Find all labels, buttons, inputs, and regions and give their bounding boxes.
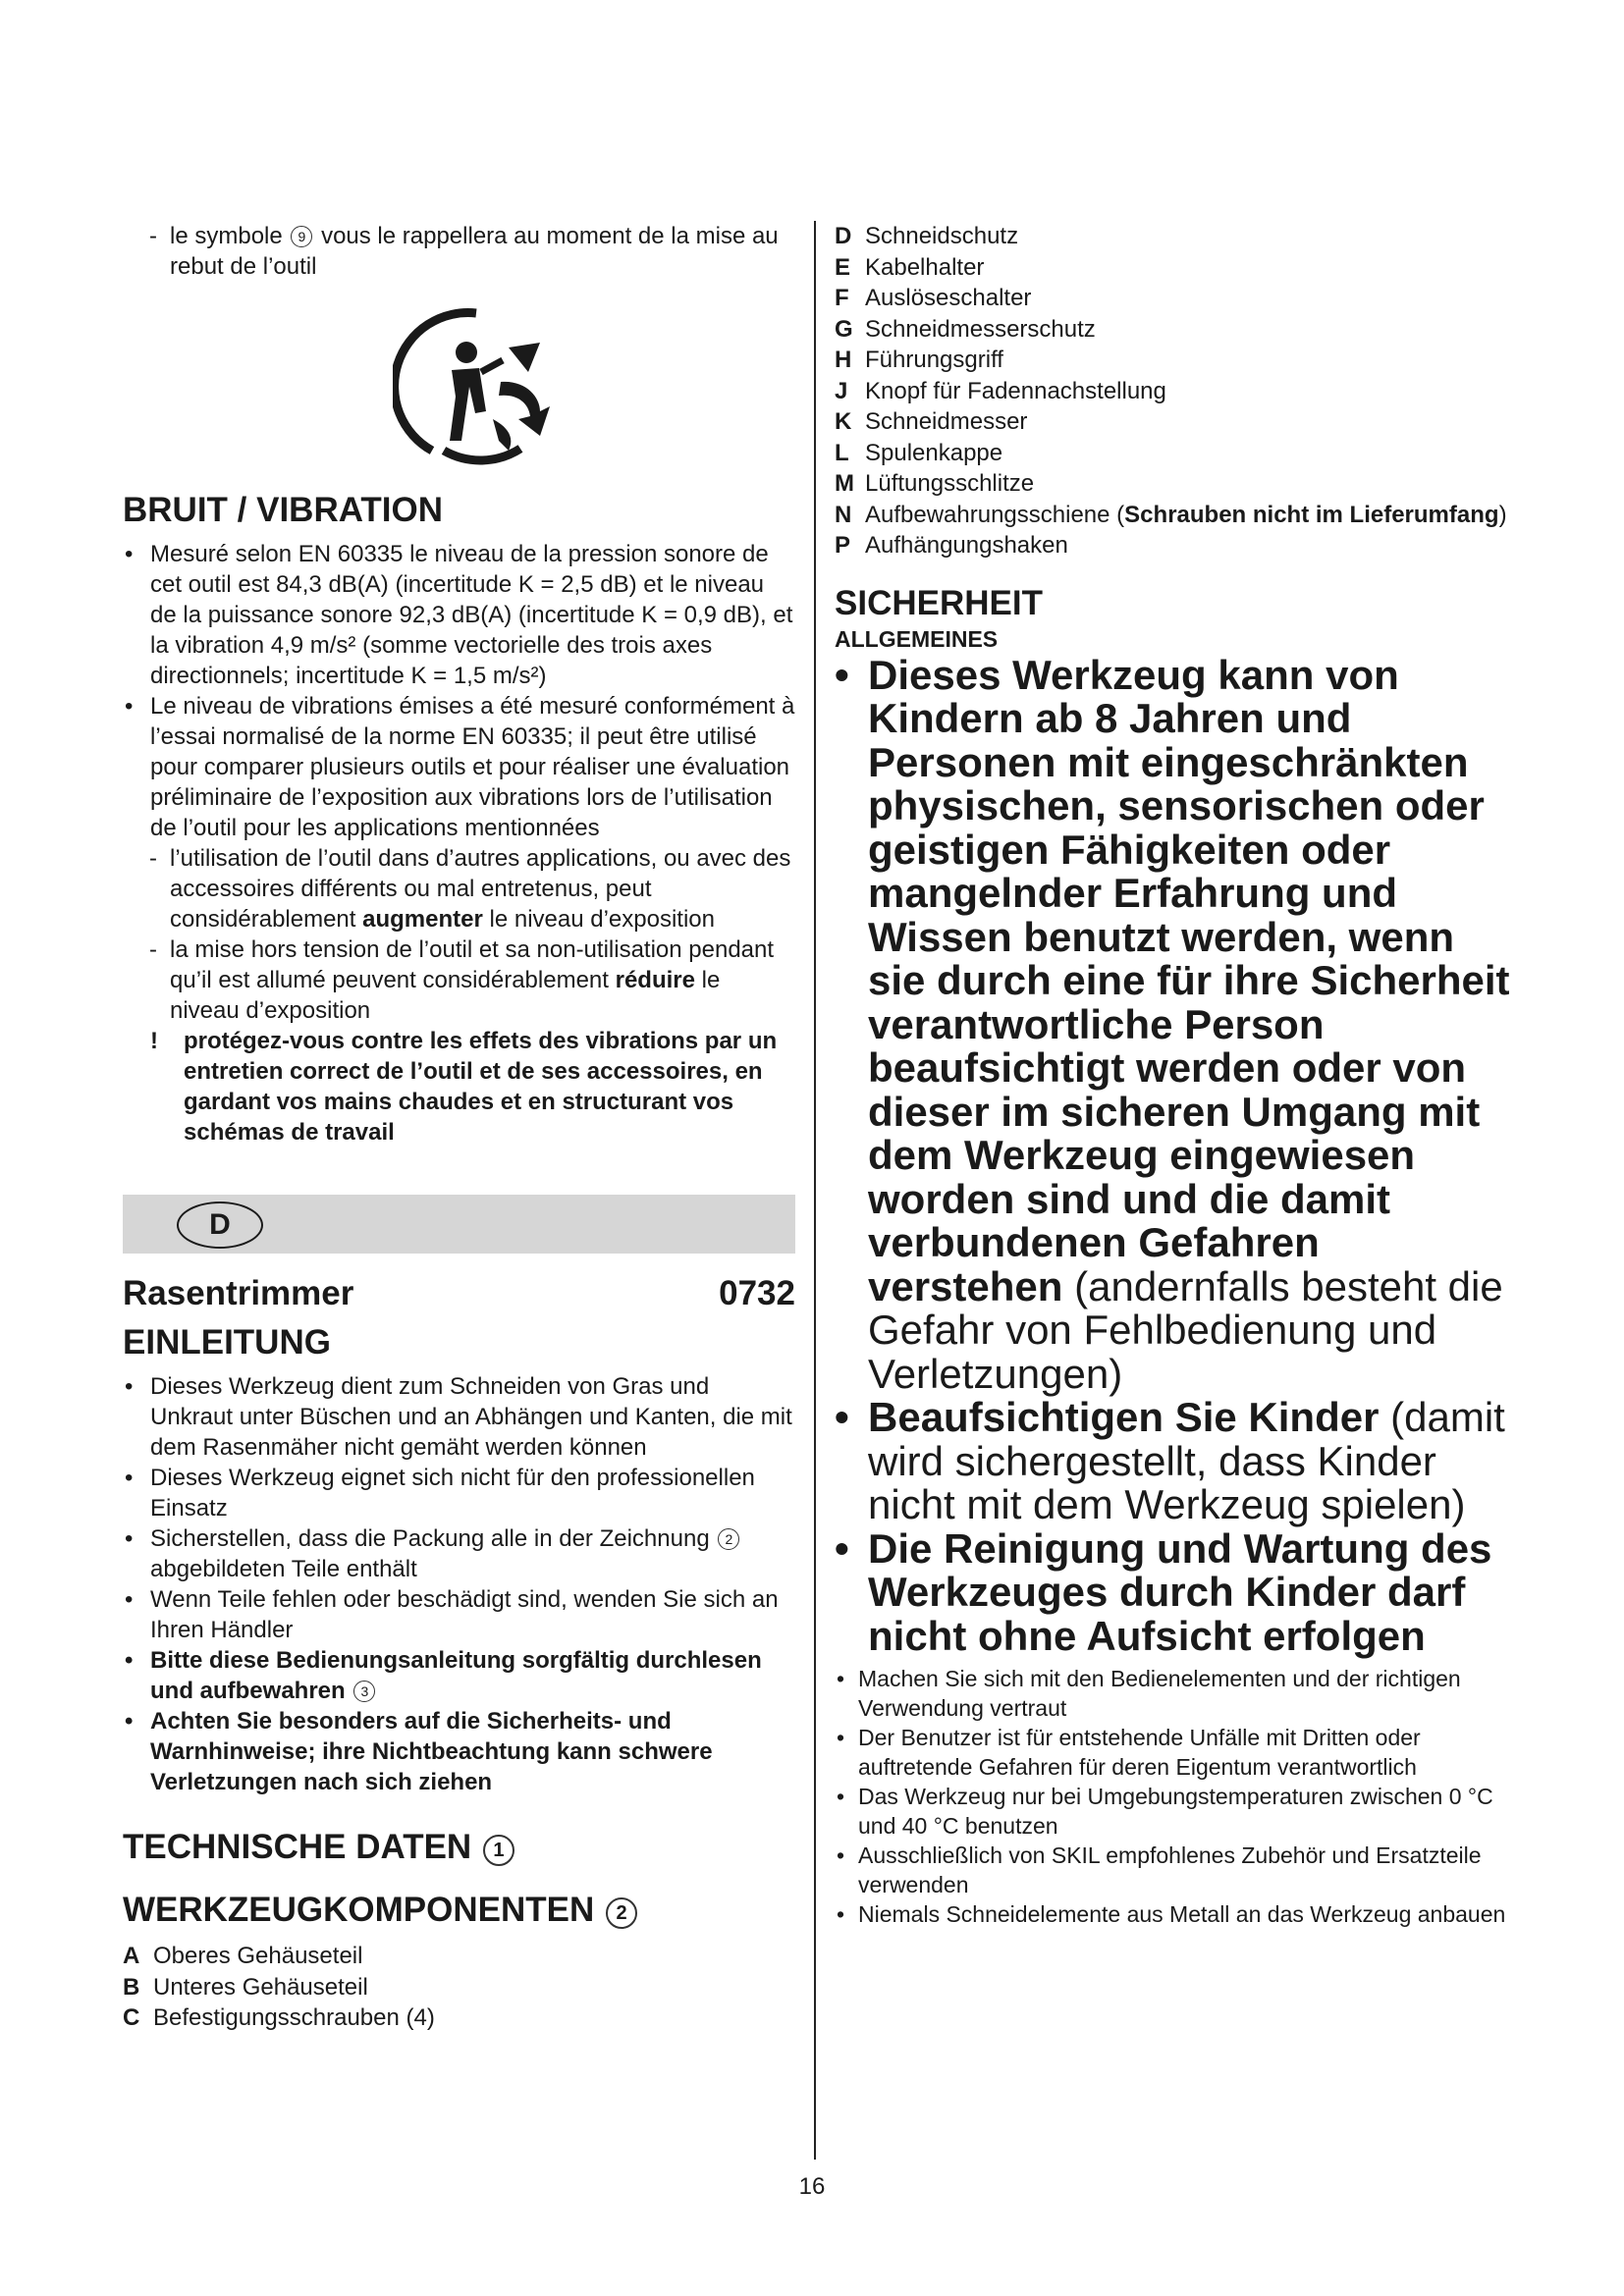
list-item: • Machen Sie sich mit den Bedienelementen und der richtigen Verwendung vertraut xyxy=(835,1664,1512,1723)
product-name: Rasentrimmer xyxy=(123,1274,354,1312)
symbol-note: - le symbole 9 vous le rappellera au moment de la mise au rebut de l’outil xyxy=(123,221,795,282)
big-warning-item: • Dieses Werkzeug kann von Kindern ab 8 Jahren und Personen mit eingeschränkten physischen, sensorischen oder geistigen Fähigkeiten oder mangelnder Erfahrung und Wissen benutzt werden, wenn sie durch eine für ihre Sicherheit verantwortliche Person beaufsichtigt werden oder von dieser im sicheren Umgang mit dem Werkzeug eingewiesen worden sind und die damit verbundenen Gefahren verstehen (andernfalls besteht die Gefahr von Fehlbedienung und Verletzungen) xyxy=(835,654,1512,1397)
list-item: • Le niveau de vibrations émises a été mesuré conformément à l’essai normalisé de la norme EN 60335; il peut être utilisé pour comparer plusieurs outils et pour réaliser une évaluation préliminaire de l’exposition aux vibrations lors de l’utilisation de l’outil pour les applications mentionnées xyxy=(123,691,795,843)
product-code: 0732 xyxy=(719,1274,795,1312)
list-item: • Dieses Werkzeug dient zum Schneiden von Gras und Unkraut unter Büschen und an Abhängen und Kanten, die mit dem Rasenmäher nicht gemäht werden können xyxy=(123,1371,795,1463)
list-item: • Achten Sie besonders auf die Sicherheits- und Warnhinweise; ihre Nichtbeachtung kann schwere Verletzungen nach sich ziehen xyxy=(123,1706,795,1797)
component-item: A Oberes Gehäuseteil xyxy=(123,1943,363,1969)
list-item: • Sicherstellen, dass die Packung alle in der Zeichnung 2 abgebildeten Teile enthält xyxy=(123,1523,795,1584)
list-item: • Niemals Schneidelemente aus Metall an das Werkzeug anbauen xyxy=(835,1899,1512,1929)
big-warning-item: • Die Reinigung und Wartung des Werkzeuges durch Kinder darf nicht ohne Aufsicht erfolgen xyxy=(835,1527,1512,1659)
right-column xyxy=(835,221,1512,1929)
component-item: B Unteres Gehäuseteil xyxy=(123,1973,368,2001)
dash-item: - la mise hors tension de l’outil et sa non-utilisation pendant qu’il est allumé peuvent considérablement réduire le niveau d’exposition xyxy=(123,934,795,1026)
list-item: • Das Werkzeug nur bei Umgebungstemperaturen zwischen 0 °C und 40 °C benutzen xyxy=(835,1782,1512,1841)
tech-heading: TECHNISCHE DATEN 1 xyxy=(123,1827,795,1868)
component-item: C Befestigungsschrauben (4) xyxy=(123,2004,435,2031)
list-item: • Der Benutzer ist für entstehende Unfälle mit Dritten oder auftretende Gefahren für deren Eigentum verantwortlich xyxy=(835,1723,1512,1782)
vibration-warning: ! protégez-vous contre les effets des vibrations par un entretien correct de l’outil et de ses accessoires, en gardant vos mains chaudes et en structurant vos schémas de travail xyxy=(123,1026,795,1148)
page-number: 16 xyxy=(798,2173,826,2200)
ref-9-icon: 9 xyxy=(291,226,312,247)
ref-3-icon: 3 xyxy=(353,1681,375,1702)
einleitung-heading: EINLEITUNG xyxy=(123,1323,331,1362)
column-divider xyxy=(814,221,816,2160)
product-row xyxy=(123,1273,795,1314)
component-item: P Aufhängungshaken xyxy=(835,532,1068,559)
list-item: • Wenn Teile fehlen oder beschädigt sind, wenden Sie sich an Ihren Händler xyxy=(123,1584,795,1645)
ref-2-icon: 2 xyxy=(606,1897,637,1929)
list-item: • Dieses Werkzeug eignet sich nicht für den professionellen Einsatz xyxy=(123,1463,795,1523)
bruit-heading: BRUIT / VIBRATION xyxy=(123,491,444,529)
dash-item: - l’utilisation de l’outil dans d’autres applications, ou avec des accessoires différents ou mal entretenus, peut considérablement augmenter le niveau d’exposition xyxy=(123,843,795,934)
komp-heading: WERKZEUGKOMPONENTEN 2 xyxy=(123,1890,795,1931)
left-column xyxy=(123,221,795,2034)
list-item: • Mesuré selon EN 60335 le niveau de la pression sonore de cet outil est 84,3 dB(A) (incertitude K = 2,5 dB) et le niveau de la puissance sonore 92,3 dB(A) (incertitude K = 0,9 dB), et la vibration 4,9 m/s² (somme vectorielle des trois axes directionnels; incertitude K = 1,5 m/s²) xyxy=(123,539,795,691)
ref-2-icon: 2 xyxy=(718,1528,739,1550)
component-item: J Knopf für Fadennachstellung xyxy=(835,377,1166,404)
component-item: L Spulenkappe xyxy=(835,439,1003,466)
ref-1-icon: 1 xyxy=(483,1835,514,1866)
component-item: F Auslöseschalter xyxy=(835,285,1032,311)
language-badge: D xyxy=(177,1201,263,1249)
list-item: • Bitte diese Bedienungsanleitung sorgfältig durchlesen und aufbewahren 3 xyxy=(123,1645,795,1706)
list-item: • Ausschließlich von SKIL empfohlenes Zubehör und Ersatzteile verwenden xyxy=(835,1841,1512,1899)
sicherheit-heading: SICHERHEIT xyxy=(835,583,1043,622)
component-item: E Kabelhalter xyxy=(835,253,985,281)
component-item: M Lüftungsschlitze xyxy=(835,470,1035,497)
big-warning-item: • Beaufsichtigen Sie Kinder (damit wird sichergestellt, dass Kinder nicht mit dem Werkzeug spielen) xyxy=(835,1396,1512,1527)
component-item: G Schneidmesserschutz xyxy=(835,315,1096,343)
recycle-person-icon xyxy=(393,303,560,470)
language-bar xyxy=(123,1195,795,1254)
component-item: H Führungsgriff xyxy=(835,347,1003,373)
allgemeines-subheading: ALLGEMEINES xyxy=(835,625,999,652)
component-item: D Schneidschutz xyxy=(835,223,1019,249)
component-item: K Schneidmesser xyxy=(835,408,1028,435)
component-item: N Aufbewahrungsschiene (Schrauben nicht im Lieferumfang) xyxy=(835,501,1507,528)
